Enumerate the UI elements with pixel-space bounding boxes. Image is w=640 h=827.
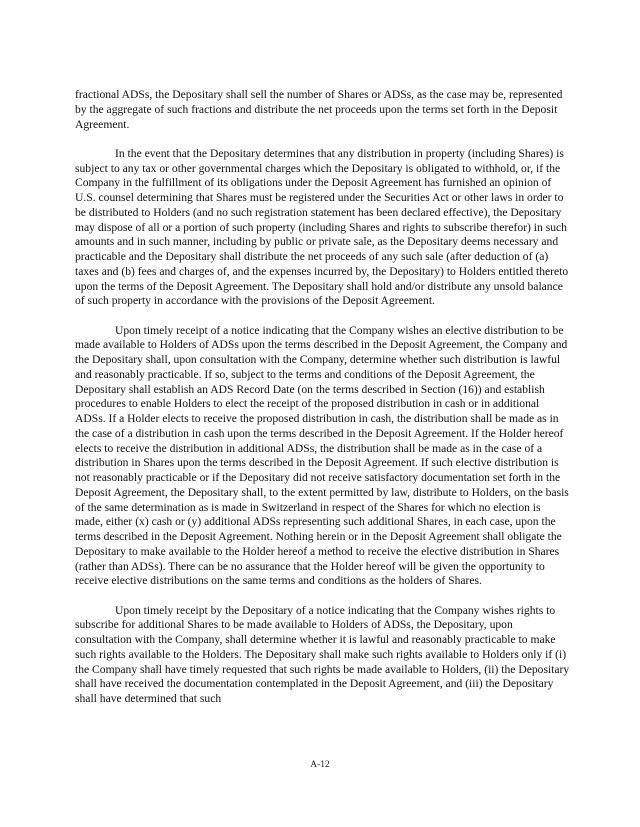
page-number: A-12 bbox=[310, 760, 330, 770]
paragraph-fractional-adss: fractional ADSs, the Depositary shall sell the number of Shares or ADSs, as the case may be, represented by the aggregate of such fractions and distribute the net proceeds upon the terms set forth in the Deposit Agreement. bbox=[75, 88, 563, 131]
paragraph-elective-distribution: Upon timely receipt of a notice indicating that the Company wishes an elective distribution to be made available to Holders of ADSs upon the terms described in the Deposit Agreement, the Company and the Depositary shall, upon consultation with the Company, determine whether such distribution is lawful and reasonably practicable. If so, subject to the terms and conditions of the Deposit Agreement, the Depositary shall establish an ADS Record Date (on the terms described in Section (16)) and establish procedures to enable Holders to elect the receipt of the proposed distribution in cash or in additional ADSs. If a Holder elects to receive the proposed distribution in cash, the distribution shall be made as in the case of a distribution in cash upon the terms described in the Deposit Agreement. If the Holder hereof elects to receive the distribution in additional ADSs, the distribution shall be made as in the case of a distribution in Shares upon the terms described in the Deposit Agreement. If such elective distribution is not reasonably practicable or if the Depositary did not receive satisfactory documentation set forth in the Deposit Agreement, the Depositary shall, to the extent permitted by law, distribute to Holders, on the basis of the same determination as is made in Switzerland in respect of the Shares for which no election is made, either (x) cash or (y) additional ADSs representing such additional Shares, in each case, upon the terms described in the Deposit Agreement. Nothing herein or in the Deposit Agreement shall obligate the Depositary to make available to the Holder hereof a method to receive the elective distribution in Shares (rather than ADSs). There can be no assurance that the Holder hereof will be given the opportunity to receive elective distributions on the same terms and conditions as the holders of Shares. bbox=[75, 323, 569, 588]
paragraph-subscription-rights: Upon timely receipt by the Depositary of a notice indicating that the Company wishes rights to subscribe for additional Shares to be made available to Holders of ADSs, the Depositary, upon consultation with the Company, shall determine whether it is lawful and reasonably practicable to make such rights available to the Holders. The Depositary shall make such rights available to Holders only if (i) the Company shall have timely requested that such rights be made available to Holders, (ii) the Depositary shall have received the documentation contemplated in the Deposit Agreement, and (iii) the Depositary shall have determined that such bbox=[75, 603, 570, 705]
paragraph-property-distribution: In the event that the Depositary determines that any distribution in property (including Shares) is subject to any tax or other governmental charges which the Depositary is obligated to withhold, or, if the Company in the fulfillment of its obligations under the Deposit Agreement has furnished an opinion of U.S. counsel determining that Shares must be registered under the Securities Act or other laws in order to be distributed to Holders (and no such registration statement has been declared effective), the Depositary may dispose of all or a portion of such property (including Shares and rights to subscribe therefor) in such amounts and in such manner, including by public or private sale, as the Depositary deems necessary and practicable and the Depositary shall distribute the net proceeds of any such sale (after deduction of (a) taxes and (b) fees and charges of, and the expenses incurred by, the Depositary) to Holders entitled thereto upon the terms of the Deposit Agreement. The Depositary shall hold and/or distribute any unsold balance of such property in accordance with the provisions of the Deposit Agreement. bbox=[75, 146, 569, 308]
document-page bbox=[75, 88, 571, 721]
